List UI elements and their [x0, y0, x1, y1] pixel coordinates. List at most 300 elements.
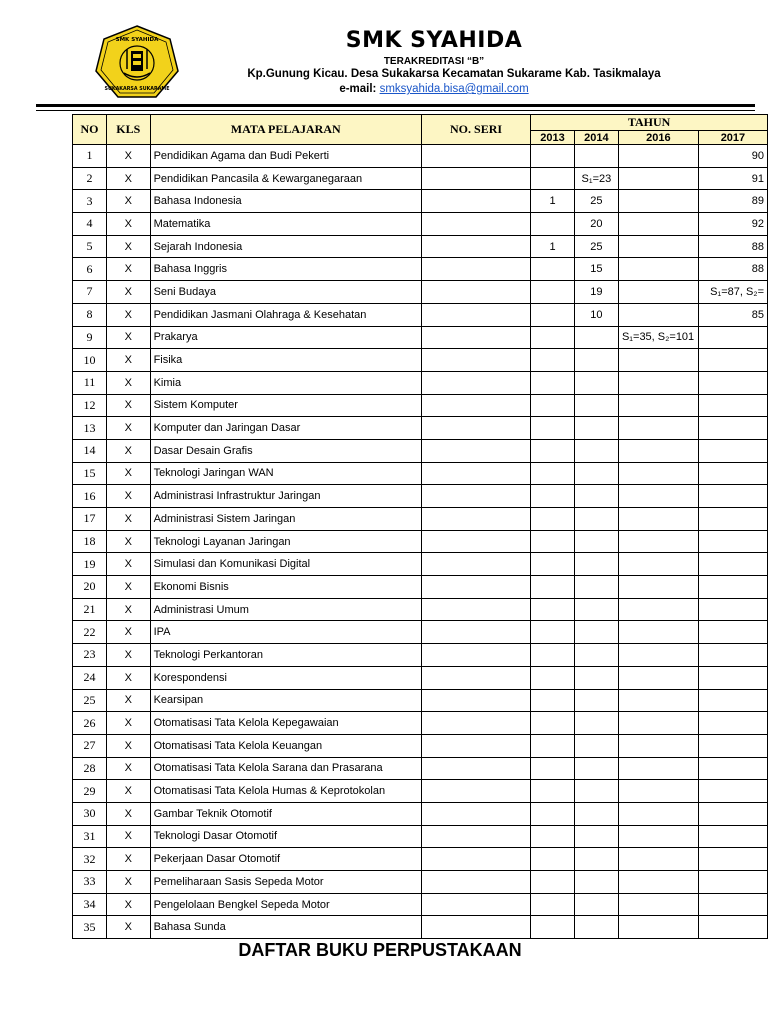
year-2014-cell [574, 893, 618, 916]
row-number-cell: 29 [73, 780, 107, 803]
year-2016-cell [618, 281, 698, 304]
class-cell: X [106, 508, 150, 531]
table-row [73, 802, 768, 825]
year-2013-cell [531, 621, 575, 644]
table-row [73, 893, 768, 916]
table-row [73, 644, 768, 667]
subject-cell: Simulasi dan Komunikasi Digital [150, 553, 421, 576]
year-2014-cell [574, 349, 618, 372]
table-row [73, 734, 768, 757]
subject-cell: Bahasa Sunda [150, 916, 421, 939]
row-number-cell: 34 [73, 893, 107, 916]
year-2013-cell [531, 349, 575, 372]
serial-number-cell [421, 712, 530, 735]
header-year-group: TAHUN [531, 115, 768, 131]
table-row [73, 326, 768, 349]
class-cell: X [106, 371, 150, 394]
row-number-cell: 18 [73, 530, 107, 553]
serial-number-cell [421, 802, 530, 825]
header-year-2017: 2017 [698, 131, 767, 145]
class-cell: X [106, 576, 150, 599]
year-2017-cell [698, 621, 767, 644]
year-2014-cell [574, 598, 618, 621]
table-row [73, 621, 768, 644]
letterhead [0, 0, 768, 110]
table-row [73, 553, 768, 576]
year-2014-cell [574, 439, 618, 462]
serial-number-cell [421, 417, 530, 440]
year-2016-cell [618, 802, 698, 825]
year-2014-cell [574, 712, 618, 735]
table-row [73, 825, 768, 848]
year-2017-cell: 85 [698, 303, 767, 326]
serial-number-cell [421, 553, 530, 576]
year-2017-cell [698, 734, 767, 757]
accreditation-text: TERAKREDITASI “B” [383, 56, 485, 67]
serial-number-cell [421, 235, 530, 258]
row-number-cell: 4 [73, 213, 107, 236]
table-row [73, 780, 768, 803]
row-number-cell: 16 [73, 485, 107, 508]
serial-number-cell [421, 258, 530, 281]
year-2017-cell [698, 598, 767, 621]
year-2013-cell [531, 780, 575, 803]
table-row [73, 485, 768, 508]
serial-number-cell [421, 371, 530, 394]
row-number-cell: 31 [73, 825, 107, 848]
table-row [73, 576, 768, 599]
year-2013-cell [531, 394, 575, 417]
row-number-cell: 32 [73, 848, 107, 871]
school-address: Kp.Gunung Kicau. Desa Sukakarsa Kecamatan Sukarame Kab. Tasikmalaya [247, 68, 661, 80]
header-serial: NO. SERI [421, 115, 530, 145]
class-cell: X [106, 621, 150, 644]
year-2014-cell [574, 621, 618, 644]
year-2013-cell [531, 666, 575, 689]
serial-number-cell [421, 644, 530, 667]
serial-number-cell [421, 780, 530, 803]
row-number-cell: 13 [73, 417, 107, 440]
table-row [73, 712, 768, 735]
school-logo-icon [94, 25, 180, 99]
year-2013-cell [531, 598, 575, 621]
subject-cell: Teknologi Layanan Jaringan [150, 530, 421, 553]
row-number-cell: 11 [73, 371, 107, 394]
subject-cell: Otomatisasi Tata Kelola Kepegawaian [150, 712, 421, 735]
table-body [73, 145, 768, 939]
header-subject: MATA PELAJARAN [150, 115, 421, 145]
serial-number-cell [421, 462, 530, 485]
table-row [73, 530, 768, 553]
year-2014-cell: S₁=23 [574, 167, 618, 190]
year-2016-cell [618, 621, 698, 644]
row-number-cell: 23 [73, 644, 107, 667]
year-2017-cell [698, 712, 767, 735]
row-number-cell: 27 [73, 734, 107, 757]
year-2013-cell [531, 417, 575, 440]
serial-number-cell [421, 190, 530, 213]
subject-cell: Bahasa Indonesia [150, 190, 421, 213]
year-2017-cell [698, 553, 767, 576]
year-2017-cell [698, 326, 767, 349]
class-cell: X [106, 802, 150, 825]
header-no: NO [73, 115, 107, 145]
row-number-cell: 14 [73, 439, 107, 462]
year-2017-cell [698, 485, 767, 508]
year-2016-cell [618, 644, 698, 667]
year-2016-cell [618, 848, 698, 871]
row-number-cell: 26 [73, 712, 107, 735]
year-2017-cell [698, 530, 767, 553]
year-2016-cell [618, 190, 698, 213]
class-cell: X [106, 666, 150, 689]
year-2014-cell [574, 871, 618, 894]
class-cell: X [106, 167, 150, 190]
subject-cell: Fisika [150, 349, 421, 372]
year-2014-cell [574, 734, 618, 757]
year-2017-cell [698, 371, 767, 394]
subject-cell: Kearsipan [150, 689, 421, 712]
subject-cell: Teknologi Jaringan WAN [150, 462, 421, 485]
year-2017-cell [698, 848, 767, 871]
year-2013-cell [531, 508, 575, 531]
serial-number-cell [421, 439, 530, 462]
year-2013-cell [531, 848, 575, 871]
subject-cell: IPA [150, 621, 421, 644]
class-cell: X [106, 780, 150, 803]
subject-cell: Kimia [150, 371, 421, 394]
year-2017-cell: 88 [698, 235, 767, 258]
subject-cell: Gambar Teknik Otomotif [150, 802, 421, 825]
subject-cell: Bahasa Inggris [150, 258, 421, 281]
year-2013-cell [531, 303, 575, 326]
serial-number-cell [421, 893, 530, 916]
serial-number-cell [421, 666, 530, 689]
serial-number-cell [421, 167, 530, 190]
row-number-cell: 15 [73, 462, 107, 485]
year-2013-cell [531, 802, 575, 825]
year-2013-cell: 1 [531, 190, 575, 213]
year-2013-cell [531, 644, 575, 667]
year-2013-cell: 1 [531, 235, 575, 258]
year-2016-cell [618, 349, 698, 372]
class-cell: X [106, 281, 150, 304]
year-2013-cell [531, 530, 575, 553]
year-2016-cell [618, 553, 698, 576]
year-2013-cell [531, 689, 575, 712]
year-2014-cell [574, 757, 618, 780]
year-2016-cell: S₁=35, S₂=101 [618, 326, 698, 349]
year-2016-cell [618, 145, 698, 168]
serial-number-cell [421, 916, 530, 939]
subject-cell: Administrasi Infrastruktur Jaringan [150, 485, 421, 508]
year-2014-cell: 19 [574, 281, 618, 304]
subject-cell: Pendidikan Jasmani Olahraga & Kesehatan [150, 303, 421, 326]
subject-cell: Otomatisasi Tata Kelola Sarana dan Prasarana [150, 757, 421, 780]
subject-cell: Pemeliharaan Sasis Sepeda Motor [150, 871, 421, 894]
row-number-cell: 35 [73, 916, 107, 939]
class-cell: X [106, 644, 150, 667]
row-number-cell: 3 [73, 190, 107, 213]
table-row [73, 258, 768, 281]
header-year-2013: 2013 [531, 131, 575, 145]
year-2014-cell [574, 530, 618, 553]
year-2016-cell [618, 167, 698, 190]
year-2017-cell: S₁=87, S₂= [698, 281, 767, 304]
table-row [73, 349, 768, 372]
serial-number-cell [421, 394, 530, 417]
row-number-cell: 7 [73, 281, 107, 304]
year-2017-cell [698, 780, 767, 803]
year-2017-cell [698, 871, 767, 894]
year-2017-cell [698, 349, 767, 372]
school-name: SMK SYAHIDA [345, 28, 523, 53]
year-2013-cell [531, 439, 575, 462]
row-number-cell: 22 [73, 621, 107, 644]
year-2013-cell [531, 712, 575, 735]
year-2014-cell: 10 [574, 303, 618, 326]
row-number-cell: 17 [73, 508, 107, 531]
year-2017-cell [698, 689, 767, 712]
row-number-cell: 30 [73, 802, 107, 825]
year-2017-cell [698, 462, 767, 485]
subject-cell: Teknologi Perkantoran [150, 644, 421, 667]
row-number-cell: 6 [73, 258, 107, 281]
year-2016-cell [618, 576, 698, 599]
table-row [73, 417, 768, 440]
year-2017-cell: 92 [698, 213, 767, 236]
serial-number-cell [421, 689, 530, 712]
year-2014-cell [574, 916, 618, 939]
class-cell: X [106, 213, 150, 236]
year-2016-cell [618, 598, 698, 621]
year-2013-cell [531, 734, 575, 757]
year-2013-cell [531, 326, 575, 349]
year-2013-cell [531, 462, 575, 485]
year-2016-cell [618, 394, 698, 417]
serial-number-cell [421, 145, 530, 168]
class-cell: X [106, 553, 150, 576]
year-2013-cell [531, 213, 575, 236]
serial-number-cell [421, 485, 530, 508]
year-2016-cell [618, 371, 698, 394]
class-cell: X [106, 258, 150, 281]
year-2016-cell [618, 235, 698, 258]
year-2014-cell [574, 802, 618, 825]
table-row [73, 145, 768, 168]
year-2014-cell [574, 780, 618, 803]
year-2016-cell [618, 530, 698, 553]
subject-cell: Otomatisasi Tata Kelola Keuangan [150, 734, 421, 757]
class-cell: X [106, 303, 150, 326]
year-2016-cell [618, 417, 698, 440]
class-cell: X [106, 598, 150, 621]
year-2016-cell [618, 303, 698, 326]
row-number-cell: 10 [73, 349, 107, 372]
year-2014-cell [574, 644, 618, 667]
email-label: e-mail: [339, 83, 380, 95]
table-row [73, 689, 768, 712]
row-number-cell: 33 [73, 871, 107, 894]
letterhead-divider-thin [36, 110, 755, 111]
email-link[interactable]: smksyahida.bisa@gmail.com [379, 83, 529, 95]
class-cell: X [106, 439, 150, 462]
row-number-cell: 19 [73, 553, 107, 576]
year-2017-cell [698, 644, 767, 667]
subject-cell: Pengelolaan Bengkel Sepeda Motor [150, 893, 421, 916]
year-2014-cell [574, 553, 618, 576]
row-number-cell: 8 [73, 303, 107, 326]
class-cell: X [106, 734, 150, 757]
subject-cell: Administrasi Sistem Jaringan [150, 508, 421, 531]
table-row [73, 508, 768, 531]
year-2013-cell [531, 281, 575, 304]
serial-number-cell [421, 530, 530, 553]
serial-number-cell [421, 349, 530, 372]
table-row [73, 371, 768, 394]
serial-number-cell [421, 621, 530, 644]
row-number-cell: 1 [73, 145, 107, 168]
year-2014-cell: 25 [574, 235, 618, 258]
subject-cell: Dasar Desain Grafis [150, 439, 421, 462]
year-2014-cell [574, 394, 618, 417]
logo-top-text: SMK SYAHIDA [115, 37, 159, 43]
year-2017-cell [698, 576, 767, 599]
year-2017-cell [698, 508, 767, 531]
year-2013-cell [531, 167, 575, 190]
row-number-cell: 5 [73, 235, 107, 258]
year-2014-cell [574, 825, 618, 848]
year-2013-cell [531, 871, 575, 894]
year-2017-cell [698, 825, 767, 848]
year-2016-cell [618, 916, 698, 939]
book-list-table [72, 114, 768, 939]
year-2014-cell [574, 145, 618, 168]
table-row [73, 235, 768, 258]
year-2017-cell [698, 916, 767, 939]
subject-cell: Matematika [150, 213, 421, 236]
class-cell: X [106, 893, 150, 916]
year-2016-cell [618, 485, 698, 508]
year-2014-cell [574, 576, 618, 599]
table-row [73, 666, 768, 689]
serial-number-cell [421, 757, 530, 780]
subject-cell: Prakarya [150, 326, 421, 349]
year-2014-cell: 15 [574, 258, 618, 281]
serial-number-cell [421, 848, 530, 871]
year-2017-cell [698, 394, 767, 417]
year-2014-cell [574, 666, 618, 689]
class-cell: X [106, 485, 150, 508]
subject-cell: Teknologi Dasar Otomotif [150, 825, 421, 848]
class-cell: X [106, 825, 150, 848]
year-2017-cell: 89 [698, 190, 767, 213]
year-2014-cell [574, 417, 618, 440]
class-cell: X [106, 462, 150, 485]
year-2017-cell [698, 757, 767, 780]
year-2017-cell [698, 802, 767, 825]
table-row [73, 848, 768, 871]
year-2013-cell [531, 916, 575, 939]
table-row [73, 462, 768, 485]
table-row [73, 916, 768, 939]
serial-number-cell [421, 508, 530, 531]
document-title: DAFTAR BUKU PERPUSTAKAAN [238, 940, 522, 960]
year-2016-cell [618, 508, 698, 531]
year-2016-cell [618, 439, 698, 462]
class-cell: X [106, 712, 150, 735]
class-cell: X [106, 916, 150, 939]
class-cell: X [106, 394, 150, 417]
year-2016-cell [618, 689, 698, 712]
serial-number-cell [421, 326, 530, 349]
year-2014-cell: 25 [574, 190, 618, 213]
header-year-2016: 2016 [618, 131, 698, 145]
header-kls: KLS [106, 115, 150, 145]
class-cell: X [106, 349, 150, 372]
year-2016-cell [618, 213, 698, 236]
class-cell: X [106, 689, 150, 712]
year-2016-cell [618, 893, 698, 916]
letterhead-divider-thick [36, 104, 755, 107]
class-cell: X [106, 848, 150, 871]
subject-cell: Korespondensi [150, 666, 421, 689]
year-2013-cell [531, 576, 575, 599]
year-2016-cell [618, 825, 698, 848]
class-cell: X [106, 417, 150, 440]
year-2013-cell [531, 485, 575, 508]
year-2016-cell [618, 871, 698, 894]
subject-cell: Pekerjaan Dasar Otomotif [150, 848, 421, 871]
serial-number-cell [421, 598, 530, 621]
year-2017-cell [698, 439, 767, 462]
class-cell: X [106, 235, 150, 258]
subject-cell: Otomatisasi Tata Kelola Humas & Keprotokolan [150, 780, 421, 803]
year-2014-cell [574, 462, 618, 485]
year-2016-cell [618, 734, 698, 757]
table-row [73, 394, 768, 417]
year-2013-cell [531, 553, 575, 576]
subject-cell: Pendidikan Pancasila & Kewarganegaraan [150, 167, 421, 190]
table-row [73, 439, 768, 462]
header-year-2014: 2014 [574, 131, 618, 145]
year-2013-cell [531, 371, 575, 394]
table-row [73, 281, 768, 304]
subject-cell: Pendidikan Agama dan Budi Pekerti [150, 145, 421, 168]
table-row [73, 871, 768, 894]
table-row [73, 303, 768, 326]
table-row [73, 213, 768, 236]
serial-number-cell [421, 576, 530, 599]
table-row [73, 757, 768, 780]
row-number-cell: 12 [73, 394, 107, 417]
row-number-cell: 28 [73, 757, 107, 780]
serial-number-cell [421, 281, 530, 304]
year-2016-cell [618, 712, 698, 735]
subject-cell: Sistem Komputer [150, 394, 421, 417]
serial-number-cell [421, 303, 530, 326]
subject-cell: Sejarah Indonesia [150, 235, 421, 258]
class-cell: X [106, 871, 150, 894]
class-cell: X [106, 757, 150, 780]
class-cell: X [106, 326, 150, 349]
subject-cell: Ekonomi Bisnis [150, 576, 421, 599]
serial-number-cell [421, 213, 530, 236]
year-2016-cell [618, 780, 698, 803]
row-number-cell: 24 [73, 666, 107, 689]
row-number-cell: 20 [73, 576, 107, 599]
year-2017-cell: 91 [698, 167, 767, 190]
